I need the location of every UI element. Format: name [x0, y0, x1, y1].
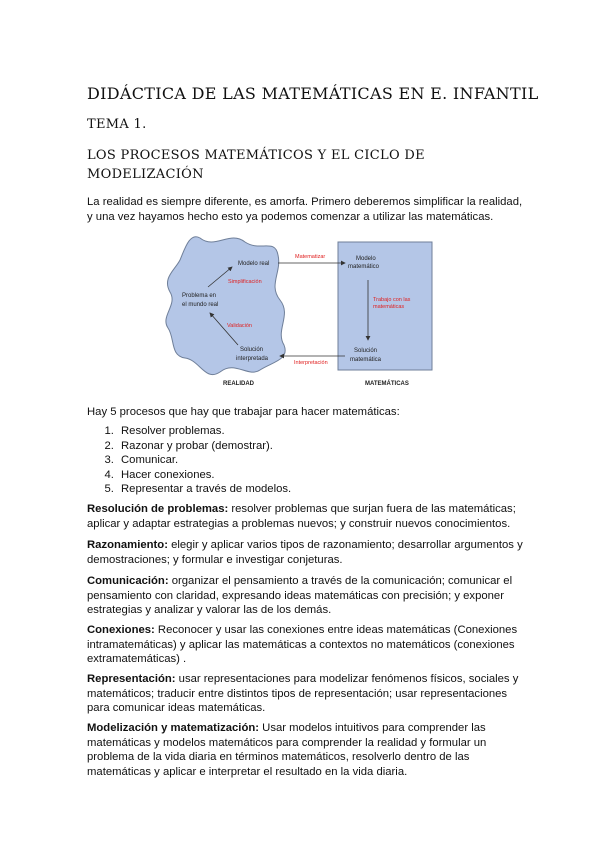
process-list — [87, 424, 291, 497]
list-intro: Hay 5 procesos que hay que trabajar para hacer matemáticas: — [87, 406, 400, 418]
label-solucion-matematica: Solución — [354, 348, 378, 354]
list-item: 3. Comunicar. — [117, 453, 291, 468]
list-item: 4. Hacer conexiones. — [117, 468, 291, 483]
definition-paragraph: Razonamiento: elegir y aplicar varios tipos de razonamiento; desarrollar argumentos y demostraciones; y formular e investigar conjeturas. — [87, 539, 523, 566]
label-matematicas: MATEMÁTICAS — [365, 381, 409, 387]
label-modelo-matematico: Modelo — [356, 256, 376, 262]
svg-text:interpretada: interpretada — [236, 356, 269, 362]
definition-term: Representación: — [87, 673, 176, 685]
definition-paragraph: Modelización y matematización: Usar modelos intuitivos para comprender las matemáticas y modelos matemáticos para comprender la realidad y formular un problema de la vida diaria en términos matemáticos, resolverlo dentro de las matemáticas y aplicar e interpretar el resultado en la vida diaria. — [87, 722, 487, 778]
intro-paragraph: La realidad es siempre diferente, es amorfa. Primero deberemos simplificar la realidad, y una vez hayamos hecho esto ya podemos comenzar a utilizar las matemáticas. — [87, 196, 523, 223]
definition-term: Razonamiento: — [87, 539, 168, 551]
document-title: DIDÁCTICA DE LAS MATEMÁTICAS EN E. INFANTIL — [87, 84, 539, 103]
label-solucion-interpretada: Solución — [240, 347, 264, 353]
definition-term: Conexiones: — [87, 624, 155, 636]
label-modelo-real: Modelo real — [238, 261, 270, 267]
label-interpretacion: Interpretación — [294, 360, 328, 366]
definition-paragraph: Resolución de problemas: resolver problemas que surjan fuera de las matemáticas; aplicar y adaptar estrategias a problemas nuevos; y construir nuevos conocimientos. — [87, 503, 516, 530]
list-item: 2. Razonar y probar (demostrar). — [117, 439, 291, 454]
label-trabajo: Trabajo con las — [373, 297, 411, 303]
definition-term: Resolución de problemas: — [87, 503, 229, 515]
modeling-cycle-diagram — [160, 230, 440, 390]
svg-text:matemático: matemático — [348, 264, 380, 270]
svg-text:el mundo real: el mundo real — [182, 302, 219, 308]
label-simplificacion: Simplificación — [228, 279, 262, 285]
definition-term: Modelización y matematización: — [87, 722, 260, 734]
label-matematizar: Matematizar — [295, 254, 326, 260]
section-heading: LOS PROCESOS MATEMÁTICOS Y EL CICLO DE MODELIZACIÓN — [87, 148, 425, 182]
definition-paragraph: Representación: usar representaciones para modelizar fenómenos físicos, sociales y matemáticos; traducir entre distintos tipos de representación; usar representaciones para comunicar ideas matemáticas. — [87, 673, 519, 714]
svg-text:matemática: matemática — [350, 357, 382, 363]
svg-text:matemáticas: matemáticas — [373, 304, 405, 310]
topic-number: TEMA 1. — [87, 117, 147, 132]
definition-paragraph: Comunicación: organizar el pensamiento a través de la comunicación; comunicar el pensamiento con claridad, expresando ideas matemáticas con precisión; y exponer estrategias y analizar y valorar las de los demás. — [87, 575, 513, 616]
label-realidad: REALIDAD — [223, 381, 254, 387]
definition-paragraph: Conexiones: Reconocer y usar las conexiones entre ideas matemáticas (Conexiones intramatemáticas) y aplicar las matemáticas a contextos no matemáticos (conexiones extramatemáticas) . — [87, 624, 518, 665]
definition-term: Comunicación: — [87, 575, 169, 587]
list-item: 5. Representar a través de modelos. — [117, 482, 291, 497]
list-item: 1. Resolver problemas. — [117, 424, 291, 439]
label-problema: Problema en — [182, 293, 217, 299]
label-validacion: Validación — [227, 323, 252, 329]
